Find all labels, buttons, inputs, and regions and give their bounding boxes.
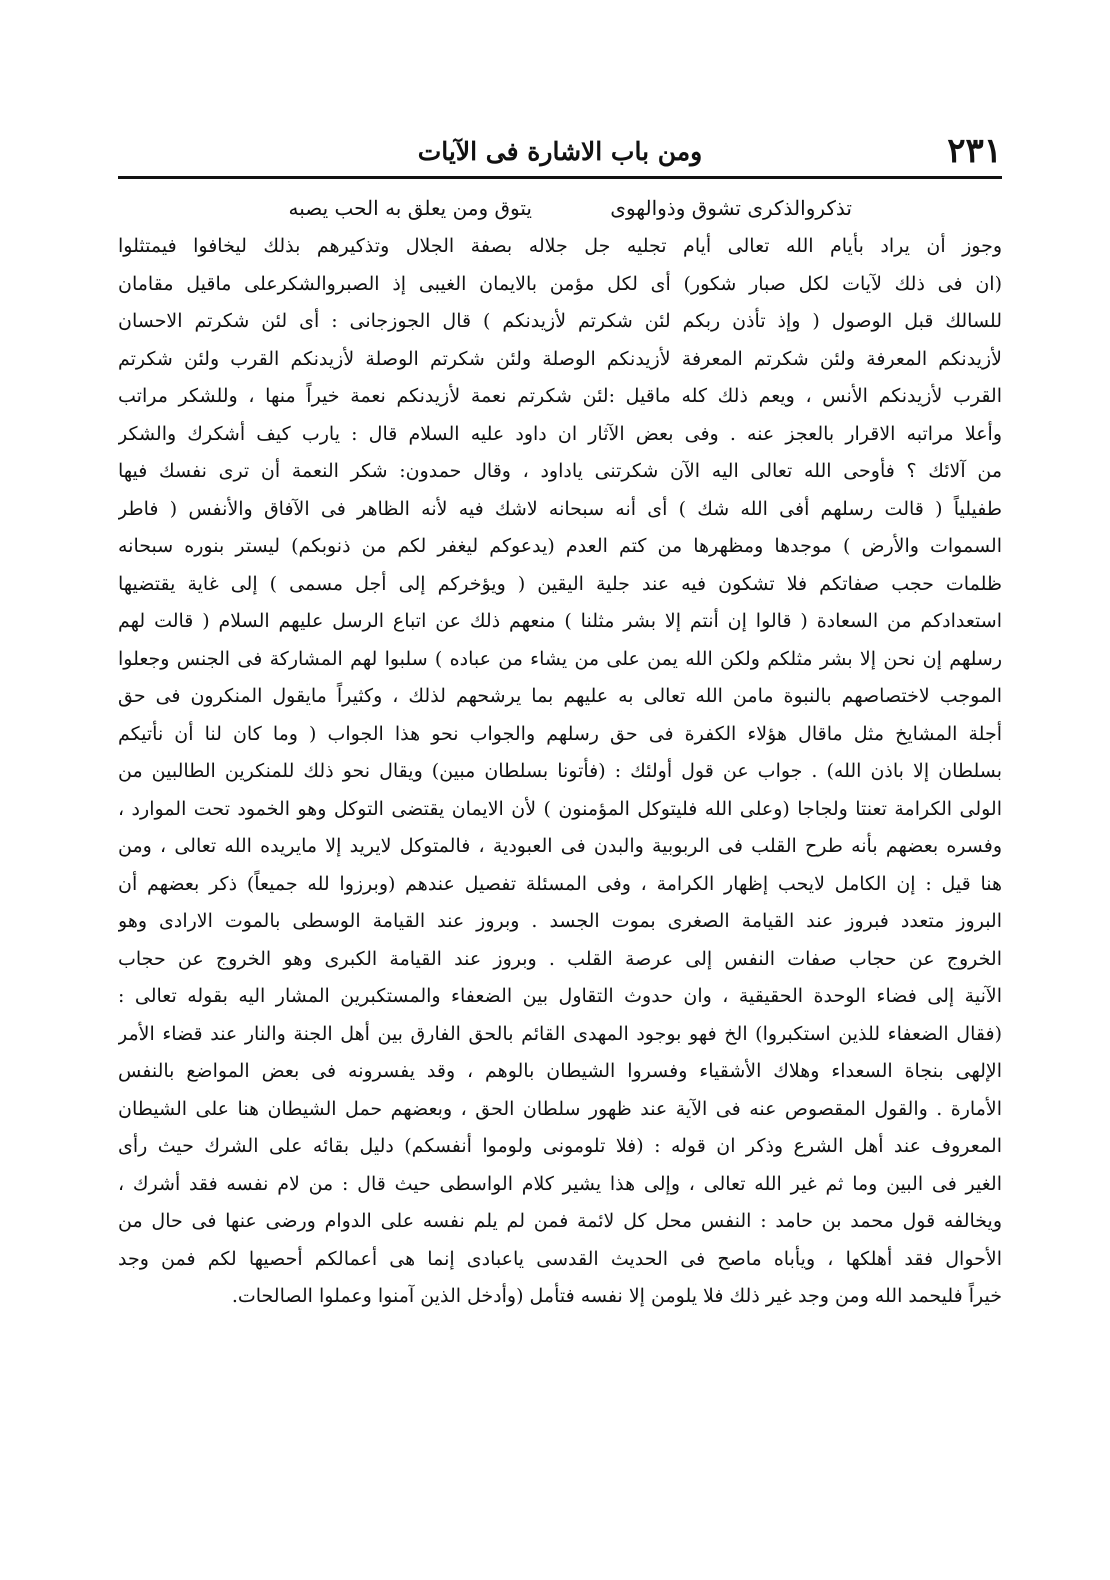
text-line: استعدادكم من السعادة ( قالوا إن أنتم إلا بشر مثلنا ) منعهم ذلك عن اتباع الرسل عليهم السلام ( قالت لهم bbox=[118, 610, 1002, 632]
poetry-verse bbox=[118, 188, 1002, 228]
text-line: البروز متعدد فبروز عند القيامة الصغرى بموت الجسد . وبروز عند القيامة الوسطى بالموت الارادى وهو bbox=[118, 910, 1002, 932]
text-line: ويخالفه قول محمد بن حامد : النفس محل كل لائمة فمن لم يلم نفسه على الدوام ورضى عنها فى حال من bbox=[118, 1210, 1002, 1232]
text-line: وجوز أن يراد بأيام الله تعالى أيام تجليه جل جلاله بصفة الجلال وتذكيرهم بذلك ليخافوا فيمتثلوا bbox=[118, 235, 1002, 257]
body-text bbox=[118, 228, 1002, 1316]
text-line: من آلائك ؟ فأوحى الله تعالى اليه الآن شكرتنى ياداود ، وقال حمدون: شكر النعمة أن ترى نفسك فيها bbox=[118, 460, 1002, 482]
running-title: ومن باب الاشارة فى الآيات bbox=[417, 137, 703, 166]
text-line: الغير فى البين وما ثم غير الله تعالى ، وإلى هذا يشير كلام الواسطى حيث قال : من لام نفسه فقد أشرك ، bbox=[118, 1172, 1002, 1195]
text-line: (ان فى ذلك لآيات لكل صبار شكور) أى لكل مؤمن بالايمان الغيبى إذ الصبروالشكرعلى ماقيل مقامان bbox=[118, 272, 1002, 295]
text-line: طفيلياً ( قالت رسلهم أفى الله شك ) أى أنه سبحانه لاشك فيه لأنه الظاهر فى الآفاق والأنفس ( فاطر bbox=[118, 497, 1002, 520]
verse-second-hemistich: يتوق ومن يعلق به الحب يصبه bbox=[288, 196, 532, 220]
text-line: وأعلا مراتبه الاقرار بالعجز عنه . وفى بعض الآثار ان داود عليه السلام قال : يارب كيف أشكرك والشكر bbox=[118, 422, 1002, 445]
text-line: الأحوال فقد أهلكها ، ويأباه ماصح فى الحديث القدسى ياعبادى إنما هى أعمالكم أحصيها لكم فمن وجد bbox=[118, 1247, 1002, 1270]
text-line: القرب لأزيدنكم الأنس ، ويعم ذلك كله ماقيل :لئن شكرتم نعمة لأزيدنكم نعمة خيراً منها ، وللشكر مراتب bbox=[118, 385, 1002, 407]
text-line: لأزيدنكم المعرفة ولئن شكرتم المعرفة لأزيدنكم الوصلة ولئن شكرتم الوصلة لأزيدنكم القرب ولئن شكرتم bbox=[118, 347, 1002, 370]
text-line: وفسره بعضهم بأنه طرح القلب فى الربوبية والبدن فى العبودية ، فالمتوكل لايريد إلا مايريده الله تعالى ، ومن bbox=[118, 835, 1002, 857]
verse-first-hemistich: تذكروالذكرى تشوق وذوالهوى bbox=[610, 196, 852, 220]
page-number: ٢٣١ bbox=[947, 131, 1002, 171]
text-line: الولى الكرامة تعنتا ولجاجا (وعلى الله فليتوكل المؤمنون ) لأن الايمان يقتضى التوكل وهو الخمود تحت الموارد ، bbox=[118, 797, 1002, 820]
text-line: رسلهم إن نحن إلا بشر مثلكم ولكن الله يمن على من يشاء من عباده ) سلبوا لهم المشاركة فى الجنس وجعلوا bbox=[118, 647, 1002, 670]
text-line: بسلطان إلا باذن الله) . جواب عن قول أولئك : (فأتونا بسلطان مبين) ويقال نحو ذلك للمنكرين الطالبين من bbox=[118, 760, 1002, 782]
page-header bbox=[118, 128, 1002, 174]
text-line: أجلة المشايخ مثل ماقال هؤلاء الكفرة فى حق رسلهم والجواب نحو هذا الجواب ( وما كان لنا أن نأتيكم bbox=[118, 722, 1002, 745]
text-line: الموجب لاختصاصهم بالنبوة مامن الله تعالى به عليهم بما يرشحهم لذلك ، وكثيراً مايقول المنكرون فى حق bbox=[118, 685, 1002, 707]
header-divider bbox=[118, 176, 1002, 179]
text-line: الإلهى بنجاة السعداء وهلاك الأشقياء وفسروا الشيطان بالوهم ، وقد يفسرونه فى بعض المواضع بالنفس bbox=[118, 1060, 1002, 1082]
text-line: هنا قيل : إن الكامل لايحب إظهار الكرامة ، وفى المسئلة تفصيل عندهم (وبرزوا لله جميعاً) ذكر بعضهم أن bbox=[118, 872, 1002, 895]
text-line: ظلمات حجب صفاتكم فلا تشكون فيه عند جلية اليقين ( ويؤخركم إلى أجل مسمى ) إلى غاية يقتضيها bbox=[118, 572, 1002, 595]
text-line: للسالك قبل الوصول ( وإذ تأذن ربكم لئن شكرتم لأزيدنكم ) قال الجوزجانى : أى لئن شكرتم الاحسان bbox=[118, 310, 1002, 332]
text-line: الخروج عن حجاب صفات النفس إلى عرصة القلب . وبروز عند القيامة الكبرى وهو الخروج عن حجاب bbox=[118, 947, 1002, 970]
text-line: (فقال الضعفاء للذين استكبروا) الخ فهو بوجود المهدى القائم بالحق الفارق بين أهل الجنة والنار عند قضاء الأمر bbox=[118, 1022, 1002, 1045]
text-line: الآنية إلى فضاء الوحدة الحقيقية ، وان حدوث التقاول بين الضعفاء والمستكبرين المشار اليه بقوله تعالى : bbox=[118, 985, 1002, 1007]
text-line: خيراً فليحمد الله ومن وجد غير ذلك فلا يلومن إلا نفسه فتأمل (وأدخل الذين آمنوا وعملوا الصالحات. bbox=[231, 1285, 1002, 1307]
text-line: السموات والأرض ) موجدها ومظهرها من كتم العدم (يدعوكم ليغفر لكم من ذنوبكم) ليستر بنوره سبحانه bbox=[118, 535, 1002, 557]
text-line: المعروف عند أهل الشرع وذكر ان قوله : (فلا تلومونى ولوموا أنفسكم) دليل بقائه على الشرك حيث رأى bbox=[118, 1135, 1002, 1157]
text-line: الأمارة . والقول المقصوص عنه فى الآية عند ظهور سلطان الحق ، وبعضهم حمل الشيطان هنا على الشيطان bbox=[118, 1097, 1002, 1120]
